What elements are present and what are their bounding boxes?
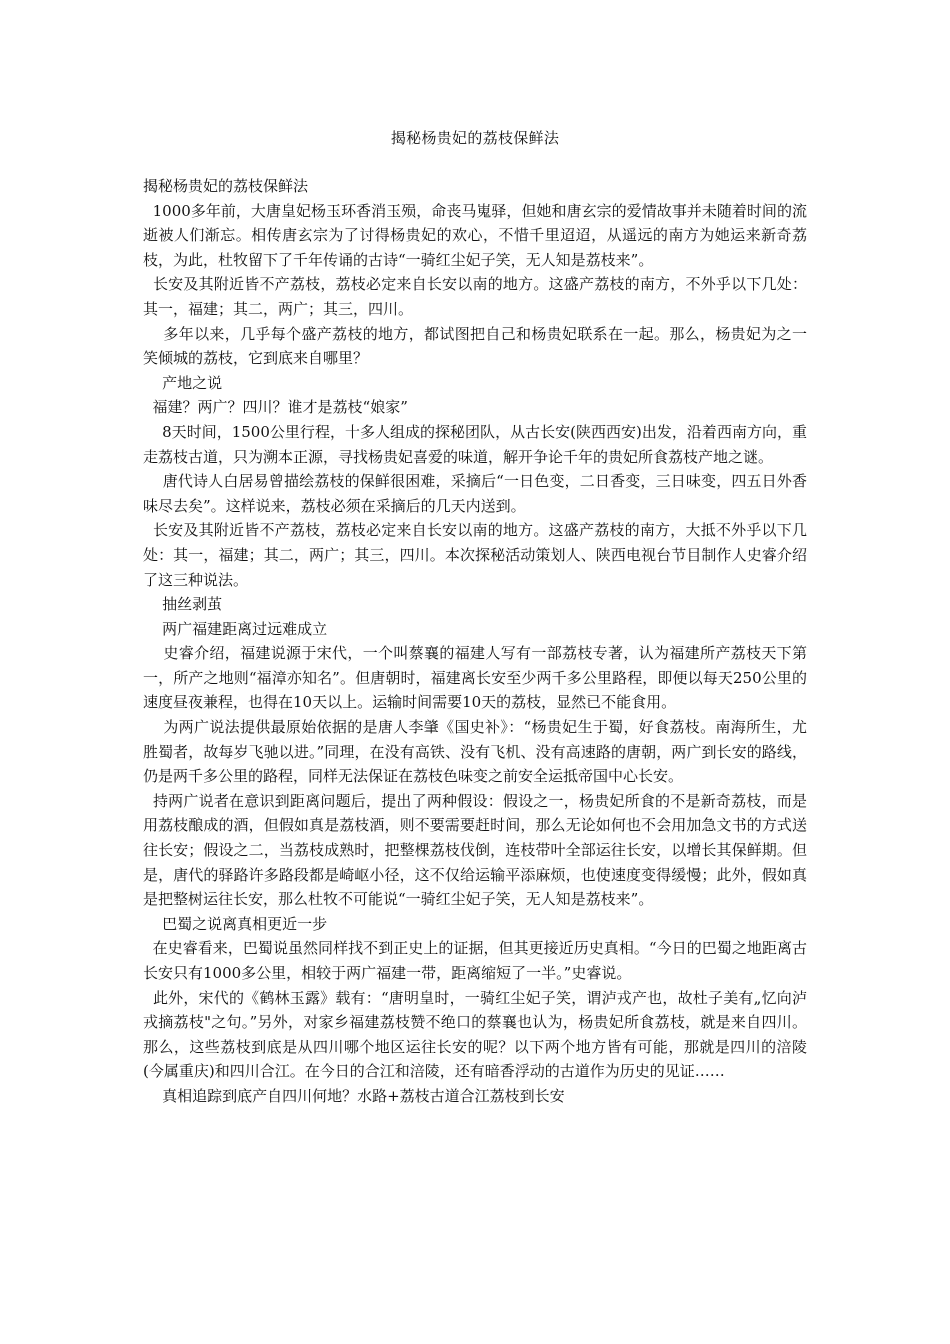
paragraph: 真相追踪到底产自四川何地？水路+荔枝古道合江荔枝到长安 — [143, 1086, 565, 1105]
paragraph: 8天时间，1500公里行程，十多人组成的探秘团队，从古长安(陕西西安)出发，沿着西南方向，重走荔枝古道，只为溯本正源，寻找杨贵妃喜爱的味道，解开争论千年的贵妃所食荔枝产地之谜。 — [143, 422, 807, 466]
paragraph: 福建？两广？四川？谁才是荔枝“娘家” — [143, 398, 408, 417]
paragraph: 揭秘杨贵妃的荔枝保鲜法 — [143, 177, 309, 195]
paragraph: 产地之说 — [143, 373, 223, 392]
paragraph: 抽丝剥茧 — [143, 595, 223, 614]
paragraph: 1000多年前，大唐皇妃杨玉环香消玉殒，命丧马嵬驿，但她和唐玄宗的爱情故事并未随着时间的流逝被人们渐忘。相传唐玄宗为了讨得杨贵妃的欢心，不惜千里迢迢，从遥远的南方为她运来新奇荔枝，为此，杜牧留下了千年传诵的古诗“一骑红尘妃子笑，无人知是荔枝来”。 — [143, 201, 807, 269]
document-title: 揭秘杨贵妃的荔枝保鲜法 — [390, 129, 560, 147]
paragraph: 多年以来，几乎每个盛产荔枝的地方，都试图把自己和杨贵妃联系在一起。那么，杨贵妃为之一笑倾城的荔枝，它到底来自哪里？ — [143, 324, 807, 368]
paragraph: 此外，宋代的《鹤林玉露》载有：“唐明皇时，一骑红尘妃子笑，谓泸戎产也，故杜子美有„忆向泸戎摘荔枝"之句。”另外，对家乡福建荔枝赞不绝口的蔡襄也认为，杨贵妃所食荔枝，就是来自四川。那么，这些荔枝到底是从四川哪个地区运往长安的呢？以下两个地方皆有可能，那就是四川的涪陵(今属重庆)和四川合江。在今日的合江和涪陵，还有暗香浮动的古道作为历史的见证…… — [143, 988, 807, 1081]
paragraph: 巴蜀之说离真相更近一步 — [143, 914, 328, 933]
paragraph: 为两广说法提供最原始依据的是唐人李肇《国史补》：“杨贵妃生于蜀，好食荔枝。南海所生，尤胜蜀者，故每岁飞驰以进。”同理，在没有高铁、没有飞机、没有高速路的唐朝，两广到长安的路线，仍是两千多公里的路程，同样无法保证在荔枝色味变之前安全运抵帝国中心长安。 — [143, 718, 807, 786]
paragraph: 持两广说者在意识到距离问题后，提出了两种假设：假设之一，杨贵妃所食的不是新奇荔枝，而是用荔枝酿成的酒，但假如真是荔枝酒，则不要需要赶时间，那么无论如何也不会用加急文书的方式送往长安；假设之二，当荔枝成熟时，把整棵荔枝伐倒，连枝带叶全部运往长安，以增长其保鲜期。但是，唐代的驿路许多路段都是崎岖小径，这不仅给运输平添麻烦，也使速度变得缓慢；此外，假如真是把整树运往长安，那么杜牧不可能说“一骑红尘妃子笑，无人知是荔枝来”。 — [143, 791, 807, 909]
paragraph: 史睿介绍，福建说源于宋代，一个叫蔡襄的福建人写有一部荔枝专著，认为福建所产荔枝天下第一，所产之地则“福漳亦知名”。但唐朝时，福建离长安至少两千多公里路程，即便以每天250公里的速度昼夜兼程，也得在10天以上。运输时间需要10天的荔枝，显然已不能食用。 — [143, 644, 807, 712]
paragraph: 长安及其附近皆不产荔枝，荔枝必定来自长安以南的地方。这盛产荔枝的南方，大抵不外乎以下几处：其一，福建；其二，两广；其三，四川。本次探秘活动策划人、陕西电视台节目制作人史睿介绍了这三种说法。 — [143, 521, 807, 589]
paragraph: 长安及其附近皆不产荔枝，荔枝必定来自长安以南的地方。这盛产荔枝的南方，不外乎以下几处：其一，福建；其二，两广；其三，四川。 — [143, 275, 807, 318]
document-body — [143, 174, 807, 1109]
paragraph: 唐代诗人白居易曾描绘荔枝的保鲜很困难，采摘后“一日色变，二日香变，三日味变，四五日外香味尽去矣”。这样说来，荔枝必须在采摘后的几天内送到。 — [143, 472, 807, 515]
paragraph: 在史睿看来，巴蜀说虽然同样找不到正史上的证据，但其更接近历史真相。“今日的巴蜀之地距离古长安只有1000多公里，相较于两广福建一带，距离缩短了一半。”史睿说。 — [143, 939, 807, 982]
paragraph: 两广福建距离过远难成立 — [143, 619, 328, 638]
